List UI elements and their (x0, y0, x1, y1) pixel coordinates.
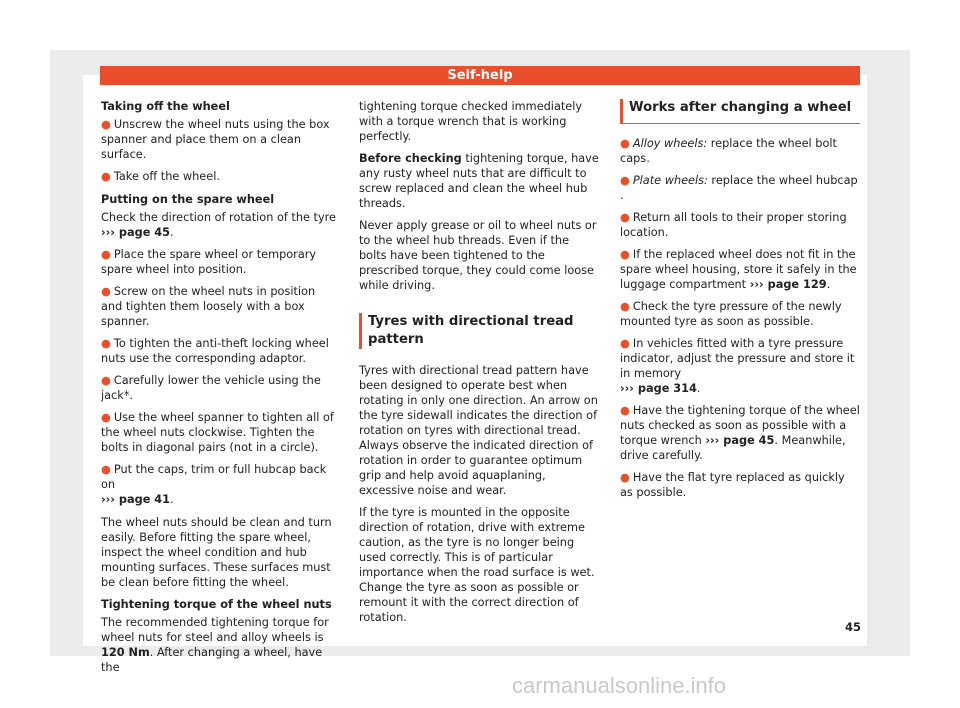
watermark-text: carmanualsonline.info (512, 673, 727, 698)
list-item: ● Alloy wheels: replace the wheel bolt caps. (620, 137, 837, 165)
torque-value: 120 Nm (101, 646, 150, 659)
page-reference-link[interactable]: ››› page 314 (620, 382, 697, 395)
paragraph: If the tyre is mounted in the opposite direction of rotation, drive with extreme caution, as the tyre is no longer being used correctly. This is of particular importance when the road surface is wet. Change the tyre as soon as possible or remount it with the correct direction of rotation. (359, 506, 595, 624)
bullet-icon: ● (620, 404, 630, 417)
list-item: ● To tighten the anti-theft locking wheel nuts use the corresponding adaptor. (101, 337, 329, 365)
list-item: ● Carefully lower the vehicle using the jack*. (101, 374, 321, 402)
column-middle (359, 99, 600, 632)
bullet-icon: ● (620, 137, 630, 150)
column-left (101, 99, 337, 682)
section-title-works-after: Works after changing a wheel (620, 99, 860, 124)
paragraph: Never apply grease or oil to wheel nuts or to the wheel hub threads. Even if the bolts have been tightened to the prescribed torque, they could come loose while driving. (359, 219, 597, 292)
list-item: ● Return all tools to their proper storing location. (620, 211, 847, 239)
heading-tightening-torque: Tightening torque of the wheel nuts (101, 598, 332, 611)
page-reference-link[interactable]: ››› page 45 (705, 434, 775, 447)
page-reference-link[interactable]: ››› page 45 (101, 226, 171, 239)
list-item: ● Plate wheels: replace the wheel hubcap . (620, 174, 858, 202)
bullet-icon: ● (101, 248, 111, 261)
paragraph: The recommended tightening torque for wheel nuts for steel and alloy wheels is 120 Nm. After changing a wheel, have the (101, 616, 329, 674)
paragraph: The wheel nuts should be clean and turn easily. Before fitting the spare wheel, inspect the wheel condition and hub mounting surfaces. These surfaces must be clean before fitting the wheel. (101, 516, 332, 589)
heading-taking-off-wheel: Taking off the wheel (101, 100, 230, 113)
bullet-icon: ● (620, 174, 630, 187)
list-item: ● Put the caps, trim or full hubcap back on ››› page 41. (101, 463, 327, 506)
page-reference-link[interactable]: ››› page 41 (101, 493, 171, 506)
page-number: 45 (845, 620, 862, 634)
list-item: ● Use the wheel spanner to tighten all of the wheel nuts clockwise. Tighten the bolts in diagonal pairs (not in a circle). (101, 411, 334, 454)
bullet-icon: ● (101, 118, 111, 131)
bullet-icon: ● (620, 300, 630, 313)
list-item: ● Unscrew the wheel nuts using the box spanner and place them on a clean surface. (101, 118, 330, 161)
bullet-icon: ● (101, 285, 111, 298)
bullet-icon: ● (620, 248, 630, 261)
list-item: ● Have the flat tyre replaced as quickly as possible. (620, 471, 845, 499)
bullet-icon: ● (101, 374, 111, 387)
bullet-icon: ● (101, 411, 111, 424)
heading-putting-on-spare: Putting on the spare wheel (101, 193, 275, 206)
bullet-icon: ● (101, 170, 111, 183)
list-item: ● In vehicles fitted with a tyre pressure indicator, adjust the pressure and store it in memory ››› page 314. (620, 337, 855, 395)
bullet-icon: ● (620, 337, 630, 350)
bullet-icon: ● (101, 463, 111, 476)
list-item: ● If the replaced wheel does not fit in the spare wheel housing, store it safely in the luggage compartment ››› page 129. (620, 248, 857, 291)
paragraph: Before checking tightening torque, have any rusty wheel nuts that are difficult to screw replaced and clean the wheel hub threads. (359, 152, 599, 210)
bullet-icon: ● (620, 471, 630, 484)
bullet-icon: ● (101, 337, 111, 350)
column-right (620, 99, 860, 507)
list-item: ● Place the spare wheel or temporary spare wheel into position. (101, 248, 317, 276)
list-item: ● Take off the wheel. (101, 170, 220, 183)
section-title-directional-tyres: Tyres with directional tread pattern (359, 313, 600, 349)
paragraph: Tyres with directional tread pattern have been designed to operate best when rotating in only one direction. An arrow on the tyre sidewall indicates the direction of rotation on tyres with directional tread. Always observe the indicated direction of rotation in order to guarantee optimum grip and help avoid aquaplaning, excessive noise and wear. (359, 364, 598, 497)
section-header: Self-help (100, 66, 860, 85)
page-reference-link[interactable]: ››› page 129 (749, 278, 827, 291)
bullet-icon: ● (620, 211, 630, 224)
list-item: ● Have the tightening torque of the wheel nuts checked as soon as possible with a torque wrench ››› page 45. Meanwhile, drive carefully. (620, 404, 860, 462)
list-item: ● Check the tyre pressure of the newly mounted tyre as soon as possible. (620, 300, 842, 328)
list-item: ● Screw on the wheel nuts in position and tighten them loosely with a box spanner. (101, 285, 316, 328)
paragraph: tightening torque checked immediately with a torque wrench that is working perfectly. (359, 100, 583, 143)
paragraph: Check the direction of rotation of the tyre ››› page 45. (101, 211, 337, 239)
